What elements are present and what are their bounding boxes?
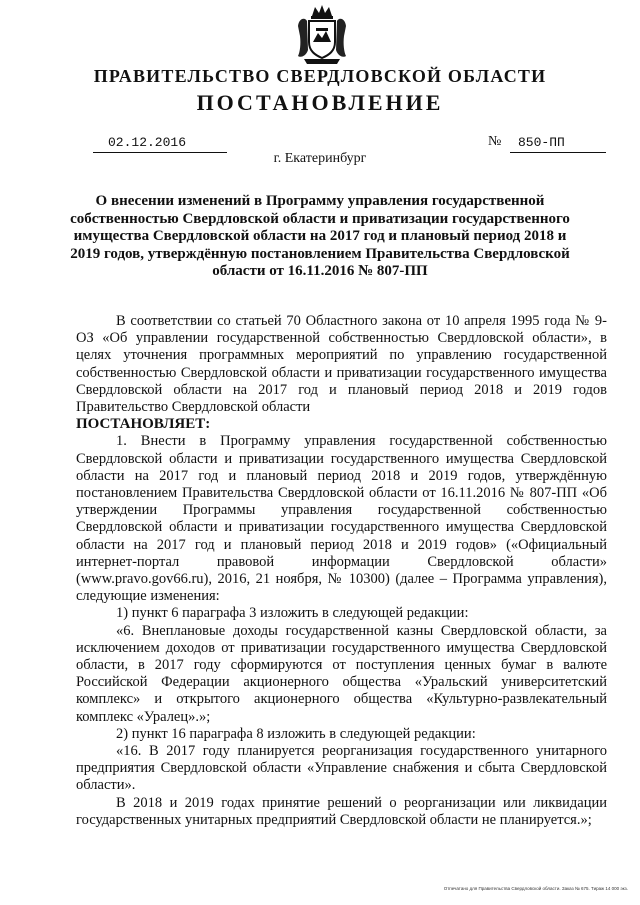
document-heading: О внесении изменений в Программу управления государственной собственностью Свердловской области и приватизации государственного имущества Свердловской области на 2017 год и плановый период 2018 и 2019 годов, утверждённую постановлением Правительства Свердловской области от 16.11.2016 № 807-ПП — [70, 193, 570, 279]
paragraph-item-1: 1. Внести в Программу управления государственной собственностью Свердловской области и приватизации государственного имущества Свердловской области на 2017 год и плановый период 2018 и 2019 годов, утверждённую постановлением Правительства Свердловской области от 16.11.2016 № 807-ПП «Об утверждении Программы управления государственной собственностью Свердловской области и приватизации государственного имущества Свердловской области на 2017 год и плановый период 2018 и 2019 годов» («Официальный интернет-портал правовой информации Свердловской области» (www.pravo.gov66.ru), 2016, 21 ноября, № 10300) (далее – Программа управления), следующие изменения: — [76, 433, 607, 605]
document-number: 850-ПП — [518, 135, 565, 150]
government-name: ПРАВИТЕЛЬСТВО СВЕРДЛОВСКОЙ ОБЛАСТИ — [93, 66, 547, 86]
city: г. Екатеринбург — [273, 151, 367, 166]
decree-word: ПОСТАНОВЛЯЕТ: — [76, 416, 211, 433]
paragraph-subitem-1: 1) пункт 6 параграфа 3 изложить в следующей редакции: — [116, 605, 469, 622]
paragraph-quote-16: «16. В 2017 году планируется реорганизация государственного унитарного предприятия Свердловской области «Управление снабжения и сбыта Свердловской области». — [76, 743, 607, 794]
print-footer-note: Отпечатано для Правительства Свердловской области. Заказ № 675. Тираж 14 000 экз. — [443, 886, 628, 891]
preamble-paragraph: В соответствии со статьей 70 Областного закона от 10 апреля 1995 года № 9-ОЗ «Об управлении государственной собственностью Свердловской области», в целях уточнения программных мероприятий по управлению государственной собственностью Свердловской области и приватизации государственного имущества Свердловской области на 2017 год и плановый период 2018 и 2019 годов Правительство Свердловской области — [76, 313, 607, 416]
coat-of-arms-icon — [296, 4, 348, 66]
document-body — [76, 313, 607, 829]
paragraph-2018-2019: В 2018 и 2019 годах принятие решений о реорганизации или ликвидации государственных унитарных предприятий Свердловской области не планируется.»; — [76, 794, 607, 828]
document-type: ПОСТАНОВЛЕНИЕ — [196, 90, 444, 115]
paragraph-subitem-2: 2) пункт 16 параграфа 8 изложить в следующей редакции: — [116, 725, 476, 742]
document-date: 02.12.2016 — [108, 135, 187, 150]
paragraph-quote-6: «6. Внеплановые доходы государственной казны Свердловской области, за исключением доходов от приватизации государственного имущества Свердловской области, в 2017 году сформируются от поступления ценных бумаг в валюте Российской Федерации акционерного общества «Уральский университетский комплекс» и открытого акционерного общества «Культурно-развлекательный комплекс «Уралец».»; — [76, 622, 607, 725]
number-sign: № — [488, 134, 502, 149]
